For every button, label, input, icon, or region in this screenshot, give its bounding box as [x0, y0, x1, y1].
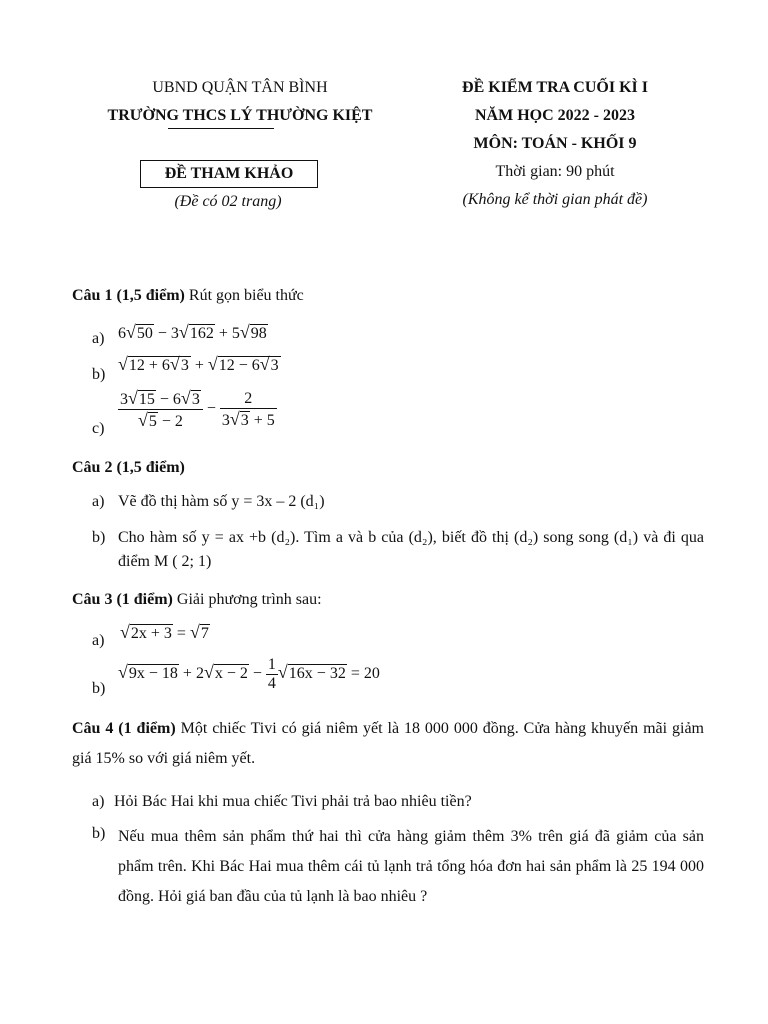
question-2a-label: a)	[92, 493, 105, 510]
question-4a-label: a)	[92, 793, 105, 810]
duration-note: (Không kể thời gian phát đề)	[462, 191, 648, 208]
question-1a-label: a)	[92, 330, 105, 347]
question-3-heading	[72, 588, 712, 612]
question-1-title: Câu 1 (1,5 điểm)	[72, 287, 185, 304]
question-1b-expression: √12 + 6√3 + √12 − 6√3	[118, 354, 279, 374]
pages-note: (Đề có 02 trang)	[174, 193, 282, 210]
question-4-heading	[72, 714, 704, 774]
school-name: TRƯỜNG THCS LÝ THƯỜNG KIỆT	[107, 107, 373, 124]
exam-title: ĐỀ KIỂM TRA CUỐI KÌ I	[462, 79, 648, 96]
divider-line	[168, 128, 274, 129]
question-4a-text: Hỏi Bác Hai khi mua chiếc Tivi phải trả bao nhiêu tiền?	[114, 793, 472, 810]
exam-duration: Thời gian: 90 phút	[495, 163, 615, 180]
question-1-heading	[72, 284, 712, 308]
question-3-text: Giải phương trình sau:	[172, 591, 322, 608]
question-2-title: Câu 2 (1,5 điểm)	[72, 459, 185, 476]
question-4-title: Câu 4 (1 điểm)	[72, 720, 176, 737]
question-1a-expression: 6√50 − 3√162 + 5√98	[118, 322, 267, 342]
question-2b-text: Cho hàm số y = ax +b (d₂). Tìm a và b của (d₂), biết đồ thị (d₂) song song (d₁) và đi qua điểm M ( 2; 1)	[118, 529, 704, 570]
question-3b-label: b)	[92, 680, 106, 697]
question-4b-text: Nếu mua thêm sản phẩm thứ hai thì cửa hàng giảm thêm 3% trên giá đã giảm của sản phẩm trên. Khi Bác Hai mua thêm cái tủ lạnh trả tổng hóa đơn hai sản phẩm là 25 194 000 đồng. Hỏi giá ban đầu của tủ lạnh là bao nhiêu ?	[118, 828, 704, 905]
reference-exam-tag: ĐỀ THAM KHẢO	[140, 160, 318, 188]
question-3b-equation: √9x − 18 + 2√x − 2 − $\frac{1}{4}$ √16x − 32 = 20	[118, 656, 380, 692]
question-3a-equation: √2x + 3 = √7	[120, 622, 209, 642]
question-1c-expression: $\frac{3√15 - 6√3}{√5 - 2}$ − $\frac{2}{3√3 + 5}$	[120, 388, 275, 430]
question-2b-label: b)	[92, 529, 106, 546]
question-1-text: Rút gọn biểu thức	[184, 287, 304, 304]
question-2a-text: Vẽ đồ thị hàm số y = 3x – 2 (d₁)	[118, 493, 325, 510]
question-1b-label: b)	[92, 366, 106, 383]
question-1c-label: c)	[92, 420, 105, 437]
subject-grade: MÔN: TOÁN - KHỐI 9	[473, 135, 637, 152]
district-name: UBND QUẬN TÂN BÌNH	[152, 79, 328, 96]
question-3-title: Câu 3 (1 điểm)	[72, 591, 173, 608]
question-4-text: Một chiếc Tivi có giá niêm yết là 18 000 000 đồng. Cửa hàng khuyến mãi giảm giá 15% so với giá niêm yết.	[72, 720, 704, 767]
question-3a-label: a)	[92, 632, 105, 649]
school-year: NĂM HỌC 2022 - 2023	[475, 107, 635, 124]
question-4b-label: b)	[92, 825, 106, 842]
